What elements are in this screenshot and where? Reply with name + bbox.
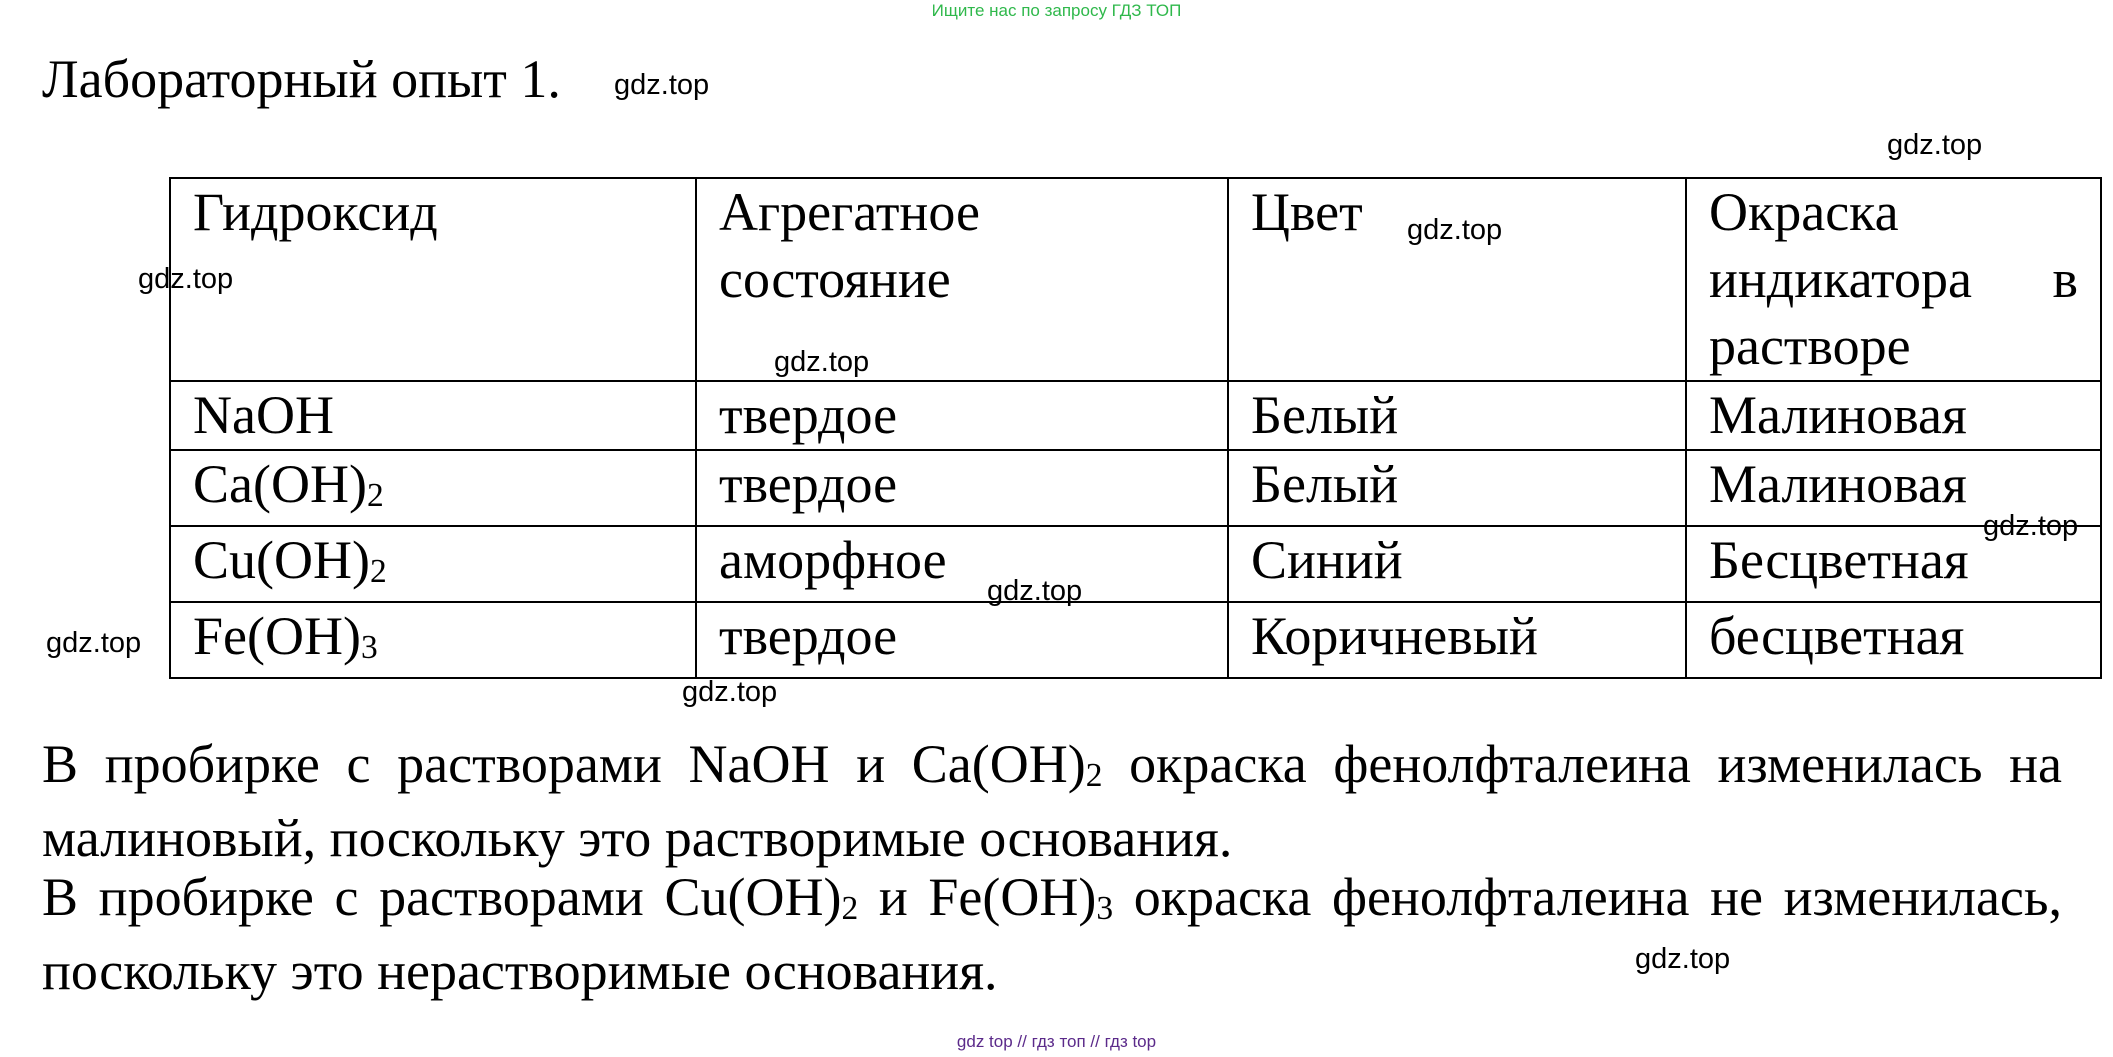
watermark: gdz.top (138, 263, 234, 295)
table-row (170, 450, 2101, 526)
paragraph-text: и Fe(OH) (858, 867, 1097, 927)
header-color: Цвет (1251, 182, 1363, 242)
color: Коричневый (1251, 606, 1538, 666)
color-cell (1228, 526, 1686, 602)
formula: Fe(OH) (193, 606, 361, 666)
state-cell (696, 450, 1228, 526)
indicator-cell (1686, 381, 2101, 450)
color: Синий (1251, 530, 1403, 590)
state-cell (696, 602, 1228, 678)
search-banner (0, 0, 2113, 22)
state-cell (696, 526, 1228, 602)
state-cell (696, 381, 1228, 450)
paragraph-subscript: 2 (1085, 757, 1103, 795)
header-cell-state (696, 178, 1228, 381)
indicator-cell (1686, 602, 2101, 678)
color-cell (1228, 381, 1686, 450)
formula-subscript: 2 (369, 553, 387, 591)
watermark: gdz.top (1983, 510, 2079, 542)
paragraph-subscript: 3 (1096, 890, 1114, 928)
watermark: gdz.top (46, 627, 142, 659)
color: Белый (1251, 385, 1399, 445)
formula: Ca(OH) (193, 454, 367, 514)
color-cell (1228, 450, 1686, 526)
indicator-cell (1686, 450, 2101, 526)
page-title (42, 48, 561, 110)
watermark: gdz.top (774, 346, 870, 378)
indicator: Малиновая (1709, 454, 1967, 514)
watermark: gdz.top (682, 676, 778, 708)
table-row (170, 526, 2101, 602)
formula-cell (170, 381, 696, 450)
watermark: gdz.top (614, 69, 710, 101)
conclusion-paragraph-insoluble (42, 864, 2062, 1005)
header-cell-hydroxide (170, 178, 696, 381)
footer-links (0, 1031, 2113, 1053)
hydroxides-table (169, 177, 2102, 679)
table-row (170, 602, 2101, 678)
banner-text: Ищите нас по запросу ГДЗ ТОП (931, 1, 1182, 20)
title-text: Лабораторный опыт 1. (42, 49, 561, 109)
formula: Cu(OH) (193, 530, 370, 590)
watermark: gdz.top (987, 575, 1083, 607)
state: твердое (719, 385, 898, 445)
conclusion-paragraph-soluble (42, 731, 2062, 872)
header-state: Агрегатное состояние (719, 182, 980, 309)
header-indicator: Окраска индикатора в растворе (1709, 182, 2078, 376)
indicator: бесцветная (1709, 606, 1965, 666)
paragraph-text: В пробирке с растворами Cu(OH) (42, 867, 842, 927)
header-cell-indicator (1686, 178, 2101, 381)
formula-subscript: 3 (360, 629, 378, 667)
formula-cell (170, 602, 696, 678)
table-header-row (170, 178, 2101, 381)
state: твердое (719, 454, 898, 514)
formula-subscript: 2 (366, 477, 384, 515)
paragraph-text: окраска фенолфталеина изменилась на малиновый, поскольку это растворимые основания. (42, 734, 2063, 868)
watermark: gdz.top (1635, 943, 1731, 975)
formula: NaOH (193, 385, 334, 445)
state: аморфное (719, 530, 947, 590)
color-cell (1228, 602, 1686, 678)
table-row (170, 381, 2101, 450)
indicator: Бесцветная (1709, 530, 1969, 590)
formula-cell (170, 450, 696, 526)
formula-cell (170, 526, 696, 602)
paragraph-subscript: 2 (841, 890, 859, 928)
paragraph-text: В пробирке с растворами NaOH и Ca(OH) (42, 734, 1086, 794)
header-cell-color (1228, 178, 1686, 381)
paragraph-text: окраска фенолфталеина не изменилась, поскольку это нерастворимые основания. (42, 867, 2063, 1001)
indicator-cell (1686, 526, 2101, 602)
header-hydroxide: Гидроксид (193, 182, 438, 242)
watermark: gdz.top (1887, 129, 1983, 161)
footer-text: gdz top // гдз топ // гдз top (956, 1032, 1157, 1051)
watermark: gdz.top (1407, 214, 1503, 246)
color: Белый (1251, 454, 1399, 514)
indicator: Малиновая (1709, 385, 1967, 445)
state: твердое (719, 606, 898, 666)
